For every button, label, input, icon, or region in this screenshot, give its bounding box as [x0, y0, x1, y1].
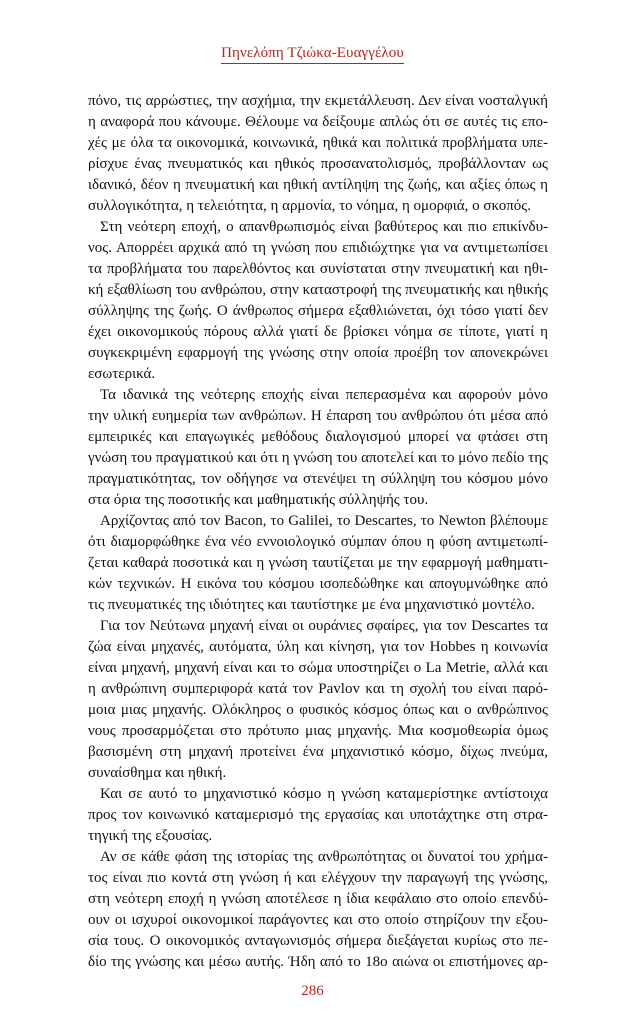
text-line: τα προβλήματα του παρελθόντος και συνίσταται στην πνευματική και ηθι-	[88, 261, 548, 277]
text-line: πραγματικότητας, τον οδήγησε να στενέψει τη σύλληψη του κόσμου μόνο	[88, 471, 548, 487]
text-line: τηγική της εξουσίας.	[88, 828, 213, 844]
text-line: τις πνευματικές της ιδιότητες και ταυτίστηκε με ένα μηχανιστικό μοντέλο.	[88, 597, 535, 613]
text-line: έχει οικονομικούς πόρους αλλά γιατί δε βρίσκει νόημα σε τίποτε, γιατί η	[88, 324, 548, 340]
body-text	[88, 91, 548, 973]
paragraph	[88, 784, 548, 847]
text-line: κών τεχνικών. Η εικόνα του κόσμου ισοπεδώθηκε και απογυμνώθηκε από	[88, 576, 548, 592]
text-line: νους προσαρμόζεται στο πρότυπο μιας μηχανής. Μια κοσμοθεωρία όμως	[88, 723, 548, 739]
text-line: είναι μηχανή, μηχανή είναι και το σώμα υποστηρίζει ο La Metrie, αλλά και	[88, 660, 548, 676]
text-line: συλλογικότητα, η τελειότητα, η αρμονία, το νόημα, η ομορφιά, ο σκοπός.	[88, 198, 531, 214]
text-line: Για τον Νεύτωνα μηχανή είναι οι ουράνιες σφαίρες, για τον Descartes τα	[100, 618, 548, 634]
paragraph	[88, 511, 548, 616]
text-line: δίο της γνώσης και μέσω αυτής. Ήδη από το 18ο αιώνα οι επιστήμονες αρ-	[88, 954, 548, 970]
paragraph	[88, 385, 548, 511]
text-line: Αν σε κάθε φάση της ιστορίας της ανθρωπότητας οι δυνατοί του χρήμα-	[100, 849, 548, 865]
text-line: ότι διαμορφώθηκε ένα νέο εννοιολογικό σύμπαν όπου η φύση αντιμετωπί-	[88, 534, 548, 550]
text-line: στη νεότερη εποχή η γνώση αποτέλεσε η ίδια κεφάλαιο στο οποίο επενδύ-	[88, 891, 548, 907]
text-line: βασισμένη στη μηχανή προτείνει ένα μηχανιστικό κόσμο, δίχως πνεύμα,	[88, 744, 548, 760]
text-line: η ανθρώπινη συμπεριφορά κατά τον Pavlov και τη σχολή του είναι παρό-	[88, 681, 548, 697]
text-line: ουν οι ισχυροί οικονομικοί παράγοντες και στο οποίο στηρίζουν την εξου-	[88, 912, 548, 928]
text-line: χές με όλα τα οικονομικά, κοινωνικά, ηθικά και πολιτικά προβλήματα υπε-	[88, 135, 548, 151]
text-line: σία τους. Ο οικονομικός ανταγωνισμός σήμερα διεξάγεται κυρίως στο πε-	[88, 933, 548, 949]
text-line: ρίσχυε ένας πνευματικός και ηθικός προσανατολισμός, προβάλλονταν ως	[88, 156, 548, 172]
paragraph	[88, 847, 548, 973]
text-line: Τα ιδανικά της νεότερης εποχής είναι πεπερασμένα και αφορούν μόνο	[100, 387, 548, 403]
text-line: ζώα είναι μηχανές, αυτόματα, ύλη και κίνηση, για τον Hobbes η κοινωνία	[88, 639, 548, 655]
running-header	[0, 44, 625, 64]
text-line: γνώση του πραγματικού και ότι η γνώση του αποτελεί και το μόνο πεδίο της	[88, 450, 548, 466]
text-line: σύλληψης της ζωής. Ο άνθρωπος σήμερα εξαθλιώνεται, όχι τόσο γιατί δεν	[88, 303, 548, 319]
running-header-title: Πηνελόπη Τζιώκα-Ευαγγέλου	[221, 45, 404, 64]
text-line: ιδανικό, δέον η πνευματική και ηθική αντίληψη της ζωής, και αξίες όπως η	[88, 177, 548, 193]
paragraph	[88, 217, 548, 385]
text-line: συγκεκριμένη εφαρμογή της γνώσης στην οποία προέβη τον απονεκρώνει	[88, 345, 548, 361]
text-line: στα όρια της ποσοτικής και μαθηματικής σύλληψής του.	[88, 492, 429, 508]
text-line: πόνο, τις αρρώστιες, την ασχήμια, την εκμετάλλευση. Δεν είναι νοσταλγική	[88, 93, 548, 109]
text-line: Στη νεότερη εποχή, ο απανθρωπισμός είναι βαθύτερος και πιο επικίνδυ-	[100, 219, 548, 235]
paragraph	[88, 616, 548, 784]
text-line: εσωτερικά.	[88, 366, 156, 382]
page-number: 286	[301, 983, 324, 999]
text-line: ζεται καθαρά ποσοτικά και η γνώση ταυτίζεται με την εφαρμογή μαθηματι-	[88, 555, 548, 571]
text-line: προς τον κοινωνικό καταμερισμό της εργασίας και υποτάχτηκε στη στρα-	[88, 807, 548, 823]
text-line: η αναφορά που κάνουμε. Θέλουμε να δείξουμε απλώς ότι σε αυτές τις επο-	[88, 114, 548, 130]
paragraph	[88, 91, 548, 217]
text-line: μοια μιας μηχανής. Ολόκληρος ο φυσικός κόσμος όπως και ο ανθρώπινος	[88, 702, 548, 718]
text-line: Και σε αυτό το μηχανιστικό κόσμο η γνώση καταμερίστηκε αντίστοιχα	[100, 786, 548, 802]
text-line: συναίσθημα και ηθική.	[88, 765, 227, 781]
text-line: εμπειρικές και επαγωγικές μεθόδους διαλογισμού μπορεί να φτάσει στη	[88, 429, 548, 445]
text-line: τος είναι πιο κοντά στη γνώση ή και ελέγχουν την παραγωγή της γνώσης,	[88, 870, 548, 886]
text-line: νος. Απορρέει αρχικά από τη γνώση που επιδιώχτηκε για να αντιμετωπίσει	[88, 240, 548, 256]
text-line: την υλική ευημερία των ανθρώπων. Η έπαρση του ανθρώπου ότι μέσα από	[88, 408, 548, 424]
text-line: κή εξαθλίωση του ανθρώπου, στην καταστροφή της πνευματικής και ηθικής	[88, 282, 548, 298]
text-line: Αρχίζοντας από τον Bacon, το Galilei, το Descartes, το Newton βλέπουμε	[100, 513, 548, 529]
